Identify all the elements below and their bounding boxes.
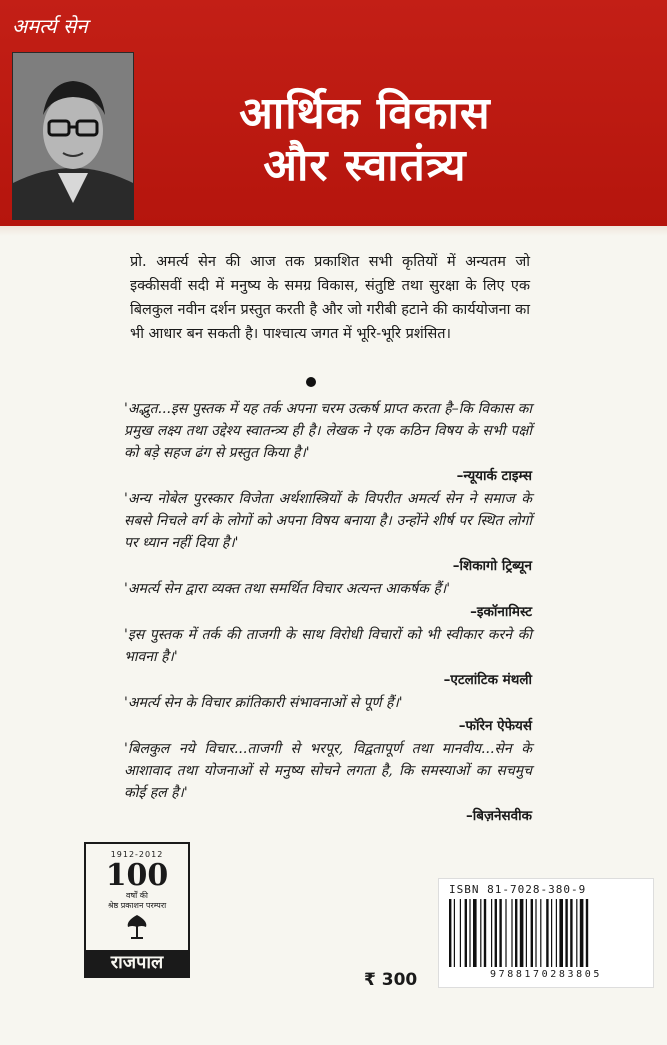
bullet-separator <box>306 377 316 387</box>
publisher-centenary: 100 <box>105 858 169 893</box>
barcode-stripe <box>495 899 497 967</box>
barcode-stripe <box>535 899 536 967</box>
author-photo <box>12 52 134 220</box>
barcode-stripe <box>570 899 572 967</box>
review-quote: 'अद्भुत...इस पुस्तक में यह तर्क अपना चरम उत्कर्ष प्राप्त करता है–कि विकास का प्रमुख लक्ष्य तथा उद्देश्य स्वातन्त्र्य ही है। लेखक ने एक कठिन विषय के सभी पक्षों को बड़े सहज ढंग से प्रस्तुत किया है।' <box>124 401 532 461</box>
isbn-label: ISBN 81-7028-380-9 <box>449 883 587 896</box>
barcode-stripe <box>520 899 524 967</box>
barcode-stripe <box>540 899 541 967</box>
barcode-stripe <box>531 899 533 967</box>
review-source: –शिकागो ट्रिब्यून <box>452 558 532 574</box>
book-title-line1: आर्थिक विकास <box>239 88 491 139</box>
barcode-digits: 9788170283805 <box>489 969 603 980</box>
barcode-stripe <box>576 899 577 967</box>
publisher-tagline-1: वर्षों की <box>126 891 148 900</box>
barcode-bars <box>447 899 645 967</box>
review-source: –एटलांटिक मंथली <box>443 672 532 688</box>
author-name: अमर्त्य सेन <box>12 14 88 38</box>
tree-icon <box>122 913 152 939</box>
barcode-stripe <box>499 899 501 967</box>
barcode-stripe <box>580 899 584 967</box>
barcode-stripe <box>505 899 506 967</box>
price-label: ₹ 300 <box>364 970 418 990</box>
review-quote: 'इस पुस्तक में तर्क की ताजगी के साथ विरोधी विचारों को भी स्वीकार करने की भावना है।' <box>124 627 532 665</box>
barcode-stripe <box>449 899 451 967</box>
band-fade <box>0 226 667 236</box>
barcode-stripe <box>454 899 455 967</box>
barcode-stripe <box>551 899 552 967</box>
review-source: –इकॉनामिस्ट <box>470 604 532 620</box>
barcode-stripe <box>559 899 563 967</box>
publisher-name: राजपाल <box>86 950 188 976</box>
review-quote: 'अन्य नोबेल पुरस्कार विजेता अर्थशास्त्रियों के विपरीत अमर्त्य सेन ने समाज के सबसे निचले वर्ग के लोगों को अपना विषय बनाया है। उन्होंने शीर्ष पर स्थित लोगों पर ध्यान नहीं दिया है।' <box>124 491 532 551</box>
barcode-stripe <box>556 899 557 967</box>
review-source: –फॉरेन ऐफेयर्स <box>458 718 532 734</box>
barcode-stripe <box>480 899 481 967</box>
barcode-stripe <box>491 899 492 967</box>
book-title-line2: और स्वातंत्र्य <box>263 140 467 191</box>
barcode-stripe <box>515 899 517 967</box>
review-quote: 'अमर्त्य सेन के विचार क्रांतिकारी संभावनाओं से पूर्ण हैं।' <box>124 695 403 711</box>
publisher-tagline-2: श्रेष्ठ प्रकाशन परम्परा <box>107 901 167 910</box>
publisher-years: 1912-2012 <box>110 850 164 859</box>
review-quote: 'बिलकुल नये विचार...ताजगी से भरपूर, विद्वतापूर्ण तथा मानवीय...सेन के आशावाद तथा योजनाओं से मनुष्य सोचने लगता है, कि समस्याओं का सचमुच कोई हल है।' <box>124 741 532 801</box>
barcode-stripe <box>546 899 548 967</box>
barcode-stripe <box>586 899 588 967</box>
review-source: –बिज़नेसवीक <box>466 808 532 824</box>
barcode-stripe <box>565 899 567 967</box>
barcode <box>438 878 654 988</box>
publisher-logo <box>84 842 190 978</box>
barcode-stripe <box>460 899 461 967</box>
barcode-stripe <box>511 899 512 967</box>
review-source: –न्यूयार्क टाइम्स <box>456 468 532 484</box>
barcode-stripe <box>465 899 467 967</box>
book-blurb: प्रो. अमर्त्य सेन की आज तक प्रकाशित सभी कृतियों में अन्यतम जो इक्कीसवीं सदी में मनुष्य के समग्र विकास, संतुष्टि तथा सुरक्षा के लिए एक बिलकुल नवीन दर्शन प्रस्तुत करती है और जो गरीबी हटाने की कार्ययोजना का भी आधार बन सकती है। पाश्चात्य जगत में भूरि-भूरि प्रशंसित। <box>130 254 530 342</box>
barcode-stripe <box>473 899 477 967</box>
barcode-stripe <box>469 899 470 967</box>
review-list <box>124 398 532 828</box>
barcode-stripe <box>484 899 486 967</box>
review-quote: 'अमर्त्य सेन द्वारा व्यक्त तथा समर्थित विचार अत्यन्त आकर्षक हैं।' <box>124 581 451 597</box>
barcode-stripe <box>526 899 527 967</box>
